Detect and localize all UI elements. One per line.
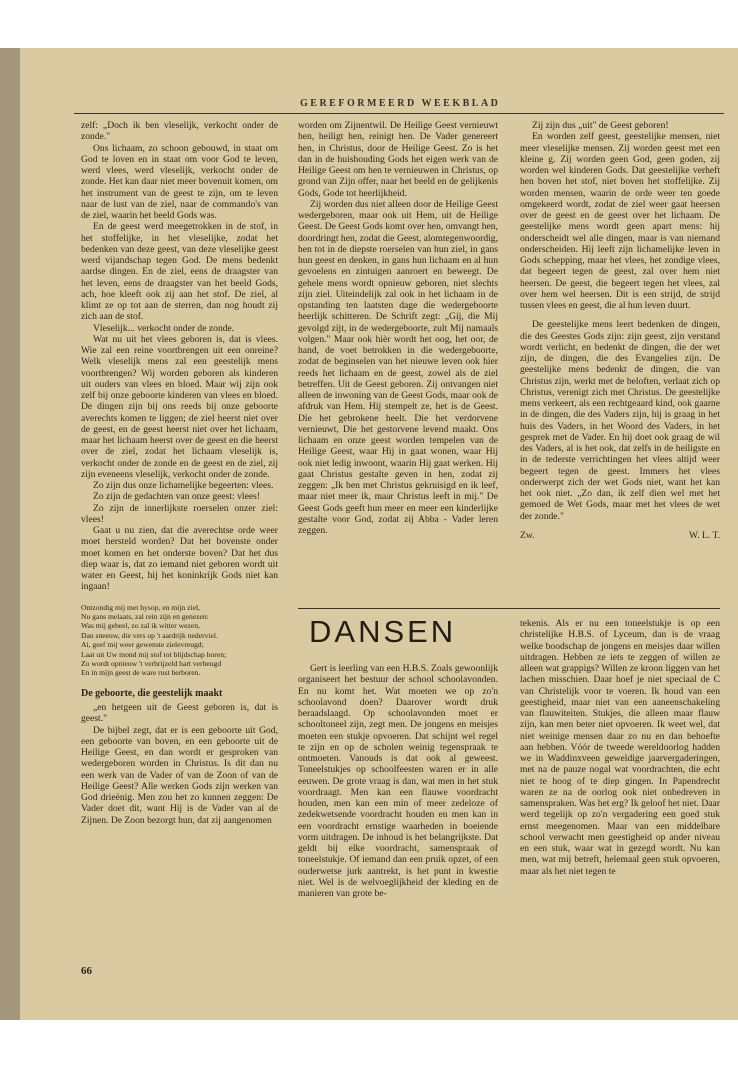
verse-line: Ontzondig mij met hysop, en mijn ziel, [81,602,200,612]
paragraph: Zij worden dus niet alleen door de Heilige Geest wedergeboren, maar ook uit Hem, uit de Heilige Geest. De Geest Gods komt over hen, omvangt hen, doordringt hen, zodat die Geest, alomtegenwoordig, hen tot in de diepste roerselen van hun ziel, in gans hun geest en denken, in gans hun lichaam en al hun gevoelens en zintuigen aanroert en beweegt. De gehele mens wordt opnieuw geboren, niet slechts zijn ziel. Uiteindelijk zal ook in het lichaam in de opstanding ten laatsten dage die wedergeboorte heerlijk schitteren. De Schrift zegt: „Gij, die Mij gevolgd zijt, in de wedergeboorte, zult Mij namaals volgen." Maar ook hièr wordt het oog, het oor, de hand, de voet betrokken in die wedergeboorte, zodat de beginselen van het nieuwe leven ook hier reeds het lichaam en de geest, zowel als de ziel betreffen. Uit de Geest geboren. Zij ontvangen niet alleen de inwoning van de Geest Gods, maar ook de afdruk van Hem. Hij stempelt ze, het is de Geest. Die het gebrokene heelt. Die het verdorvene vernieuwt, Die het gestorvene levend maakt. Ons lichaam en onze geest worden tempelen van de Heilige Geest, waar Hij in gaat wonen, waar Hij ook niet ledig inwoont, waarin Hij gaat werken. Hij gaat Christus gestalte geven in hen, zodat zij zeggen: „Ik ben met Christus gekruisigd en ik leef, maar niet meer ik, maar Christus leeft in mij." De Geest Gods geeft hun meer en meer een kinderlijke gestalte voor God, zodat zij Abba - Vader leren zeggen. [298,198,498,536]
article-column-b [520,618,720,998]
signature-place: Zw. [520,529,535,541]
verse-line: Nu gans melaats, zal rein zijn en genezen: [81,611,209,621]
header-rule [74,113,724,114]
paragraph: Wat nu uit het vlees geboren is, dat is vlees. Wie zal een reine voortbrengen uit een onreine? Welk vleselijk mens zal een geestelijk mens voortbrengen? Wij worden geboren als kinderen uit ouders van vlees en bloed. Maar wij zijn ook zelf bij onze geboorte kinderen van vlees en bloed. De dingen zijn bij ons reeds bij onze geboorte averechts komen te liggen; de ziel heerst niet over de geest, en de geest heerst niet over het lichaam, maar het lichaam heerst over de geest en die heerst over de ziel, zodat het lichaam vleselijk is, verkocht onder de zonde en de geest en de ziel, zij zijn eveneens vleselijk, verkocht onder de zonde. [81,333,278,480]
verse-line: Ai, geef mij weer gewenste zielevreugd; [81,640,204,650]
paragraph: Ons lichaam, zo schoon gebouwd, in staat om God te loven en in staat om voor God te leven, werd vlees, werd vleselijk, verkocht onder de zonde. Het kan daar niet meer bovenuit komen, om het instrument van de geest te zijn, om te leven naar de lust van de ziel, naar de commando's van de ziel, waarin het beeld Gods was. [81,142,278,221]
page-edge [0,48,20,1020]
section-subhead: De geboorte, die geestelijk maakt [81,687,223,699]
paragraph: En worden zelf geest, geestelijke mensen, niet meer vleselijke mensen. Zij worden geest met een kleine g. Zij worden geen God, geen goden, zij worden wel kinderen Gods. Dat geestelijke verheft hen boven het stof, niet boven het stoffelijke. Zij worden mensen, waarin de orde weer ten goede omgekeerd wordt, zodat de ziel weer gaat heersen over de geest en de geest over het lichaam. De geestelijke mens wordt geen apart mens: hij onderscheidt wel alle dingen, maar is van niemand onderscheiden. Hij leeft zijn lichamelijke leven in Gods schepping, maar het vlees, het zondige vlees, dat begeert tegen de geest, zal over hem niet heersen. De geest, die begeert tegen het vlees, zal over hem wel heersen. Dit is een strijd, de strijd tussen vlees en geest, die al hun leven duurt. [520,131,720,311]
page-number: 66 [81,965,92,977]
magazine-page [0,48,738,1020]
article-rule [298,608,720,609]
psalm-verse [81,603,278,678]
column-3 [520,120,720,600]
paragraph: Zo zijn dus onze lichamelijke begeerten: vlees. [93,480,274,491]
running-header: GEREFORMEERD WEEKBLAD [300,98,501,109]
paragraph: zelf: „Doch ik ben vleselijk, verkocht onder de zonde." [81,120,278,143]
column-1-paragraphs [81,120,278,593]
verse-line: En in mijn geest de ware rust herboren. [81,668,201,678]
article-column-a [298,663,498,998]
verse-line: Zo wordt opnieuw 't verbrijzeld hart verheugd [81,658,222,668]
paragraph: Gert is leerling van een H.B.S. Zoals gewoonlijk organiseert het bestuur der school schoolavonden. En nu komt het. Wat moeten we op zo'n schoolavond doen? Daarover wordt druk beraadslaagd. Op schoolavonden moet er schooltoneel zijn, zegt men. De jongens en meisjes moeten een stukje opvoeren. Dat schijnt wel regel te zijn en op de scholen weinig tegenspraak te ontmoeten. Vanouds is dat ook al geweest. Toneelstukjes op schoolfeesten waren er in alle eeuwen. De grote vraag is dan, wat men in het stuk voordraagt. Men kan een flauwe voordracht houden, men kan een min of meer zedeloze of zedekwetsende voordracht houden en men kan in een voordracht ernstige waarheden in boeiende vorm uitdragen. De inhoud is het belangrijkste. Dat geldt bij elke voordracht, samenspraak of toneelstukje. Of iemand dan een pruik opzet, of een ouderwetse jurk aantrekt, is het punt in kwestie niet. Wel is de welvoeglijkheid der kleding en de manieren van grote be- [298,663,498,899]
paragraph: De bijbel zegt, dat er is een geboorte uit God, een geboorte van boven, en een geboorte uit de Heilige Geest, en dan wordt er gesproken van wedergeboren worden in Christus. Is dit dan nu een werk van de Vader of van de Zoon of van de Heilige Geest? Alle werken Gods zijn werken van God drieënig. Men zou het zo kunnen zeggen: De Vader doet dit, want Hij is de Vader van al de Zijnen. De Zoon bezorgt hun, dat zij aangenomen [81,724,278,826]
paragraph: worden om Zijnentwil. De Heilige Geest vernieuwt hen, heiligt hen, reinigt hen. De Vader genereert hen, in Christus, door de Heilige Geest. Zo is het dan in de huishouding Gods het eigen werk van de Heilige Geest om hen te vernieuwen in Christus, op grond van Zijn offer, naar het beeld en de gelijkenis Gods, Gode tot heerlijkheid. [298,120,498,199]
paragraph: Zo zijn de innerlijkste roerselen onzer ziel: vlees! [81,502,278,525]
signature-initials: W. L. T. [688,529,720,541]
paragraph: Gaat u nu zien, dat die averechtse orde weer moet hersteld worden? Dat het bovenste onder moet komen en het onderste boven? Dat het dus diep waar is, dat zo iemand niet geboren wordt uit water en Geest, hij het koninkrijk Gods niet kan ingaan! [81,525,278,593]
paragraph: En de geest werd meegetrokken in de stof, in het stoffelijke, in het vleselijke, zodat het bedenken van deze geest, van deze vleselijke geest werd vijandschap tegen God. De mens bedenkt aardse dingen. En de ziel, eens de draagster van het leven, eens de draagster van het beeld Gods, ach, hoe kleeft ook zij aan het stof. De ziel, al klimt ze op tot aan de sterren, dan nog houdt zij zich aan de stof. [81,221,278,323]
verse-line: Was mij gebeel, zo zal ik witter wezen, [81,621,200,631]
column-1 [81,120,278,960]
paragraph: De geestelijke mens leert bedenken de dingen, die des Geestes Gods zijn: zijn geest, zijn verstand wordt verlicht, en bedenkt de dingen, die der wet zijn, de dingen, die des Evangelies zijn. De geestelijke mens bedenkt de dingen, die van Christus zijn, werkt met de beloften, verlaat zich op Christus, verenigt zich met Christus. De geestelijke mens verkeert, als een rechtgeaard kind, ook gaarne in de dingen, die des Vaders zijn, hij is graag in het huis des Vaders, in het Woord des Vaders, in het gesprek met de Vader. En hij doet ook graag de wil des Vaders, al is het ook, dat zelfs in de heiligste en in de tederste verrichtingen het vlees altijd weer begeert tegen de geest. Immers het vlees onderwerpt zich der wet Gods niet, want het kan het ook niet. „Zo dan, ik zelf dien wel met het gemoed de Wet Gods, maar met het vlees de wet der zonde." [520,319,720,522]
paragraph: Vleselijk... verkocht onder de zonde. [93,322,235,334]
verse-line: Laat uit Uw mond mij stof tot blijdschap horen; [81,649,227,659]
paragraph: tekenis. Als er nu een toneelstukje is op een christelijke H.B.S. of Lyceum, dan is de vraag welke boodschap de jongens en meisjes daar willen uitdragen. Hebben ze iets te zeggen of willen ze alleen wat grappigs? Willen ze kroon liggen van het lachen misschien. Daar hoef je niet speciaal de C van Christelijk voor te voeren. Ik houd van een geestigheid, maar niet van een aaneenschakeling van flauwiteiten. Stukjes, die alleen maar flauw zijn, kan men beter niet opvoeren. Ik weet wel, dat niet weinige mensen daar zo nu en dan behoefte aan hebben. Vóór de tweede wereldoorlog hadden we in Waddinxveen geweldige jaarvergaderingen, met na de pauze nogal wat voordrachten, die echt niet te hoog of te diep gingen. In Papendrecht waren ze na de oorlog ook niet onbedreven in samenspraken. Was het erg? Ik geloof het niet. Daar werd tegelijk op zo'n vergadering een goed stuk ernst meegenomen. Maar van een middelbare school verwacht men geestigheid op ander niveau en een stuk, waar wat in gezegd wordt. Nu kan men, wat mij betreft, helemaal geen stuk opvoeren, maar als het niet tegen te [520,618,720,877]
paragraph: „en hetgeen uit de Geest geboren is, dat is geest." [81,702,278,725]
paragraph: Zij zijn dus „uit" de Geest geboren! [532,120,669,131]
column-2 [298,120,498,600]
article-title: DANSEN [309,614,457,649]
signature-line [520,530,720,541]
paragraph: Zo zijn de gedachten van onze geest: vlees! [93,491,261,503]
verse-line: Dan sneeuw, die vers op 't aardrijk nederviel. [81,630,218,640]
